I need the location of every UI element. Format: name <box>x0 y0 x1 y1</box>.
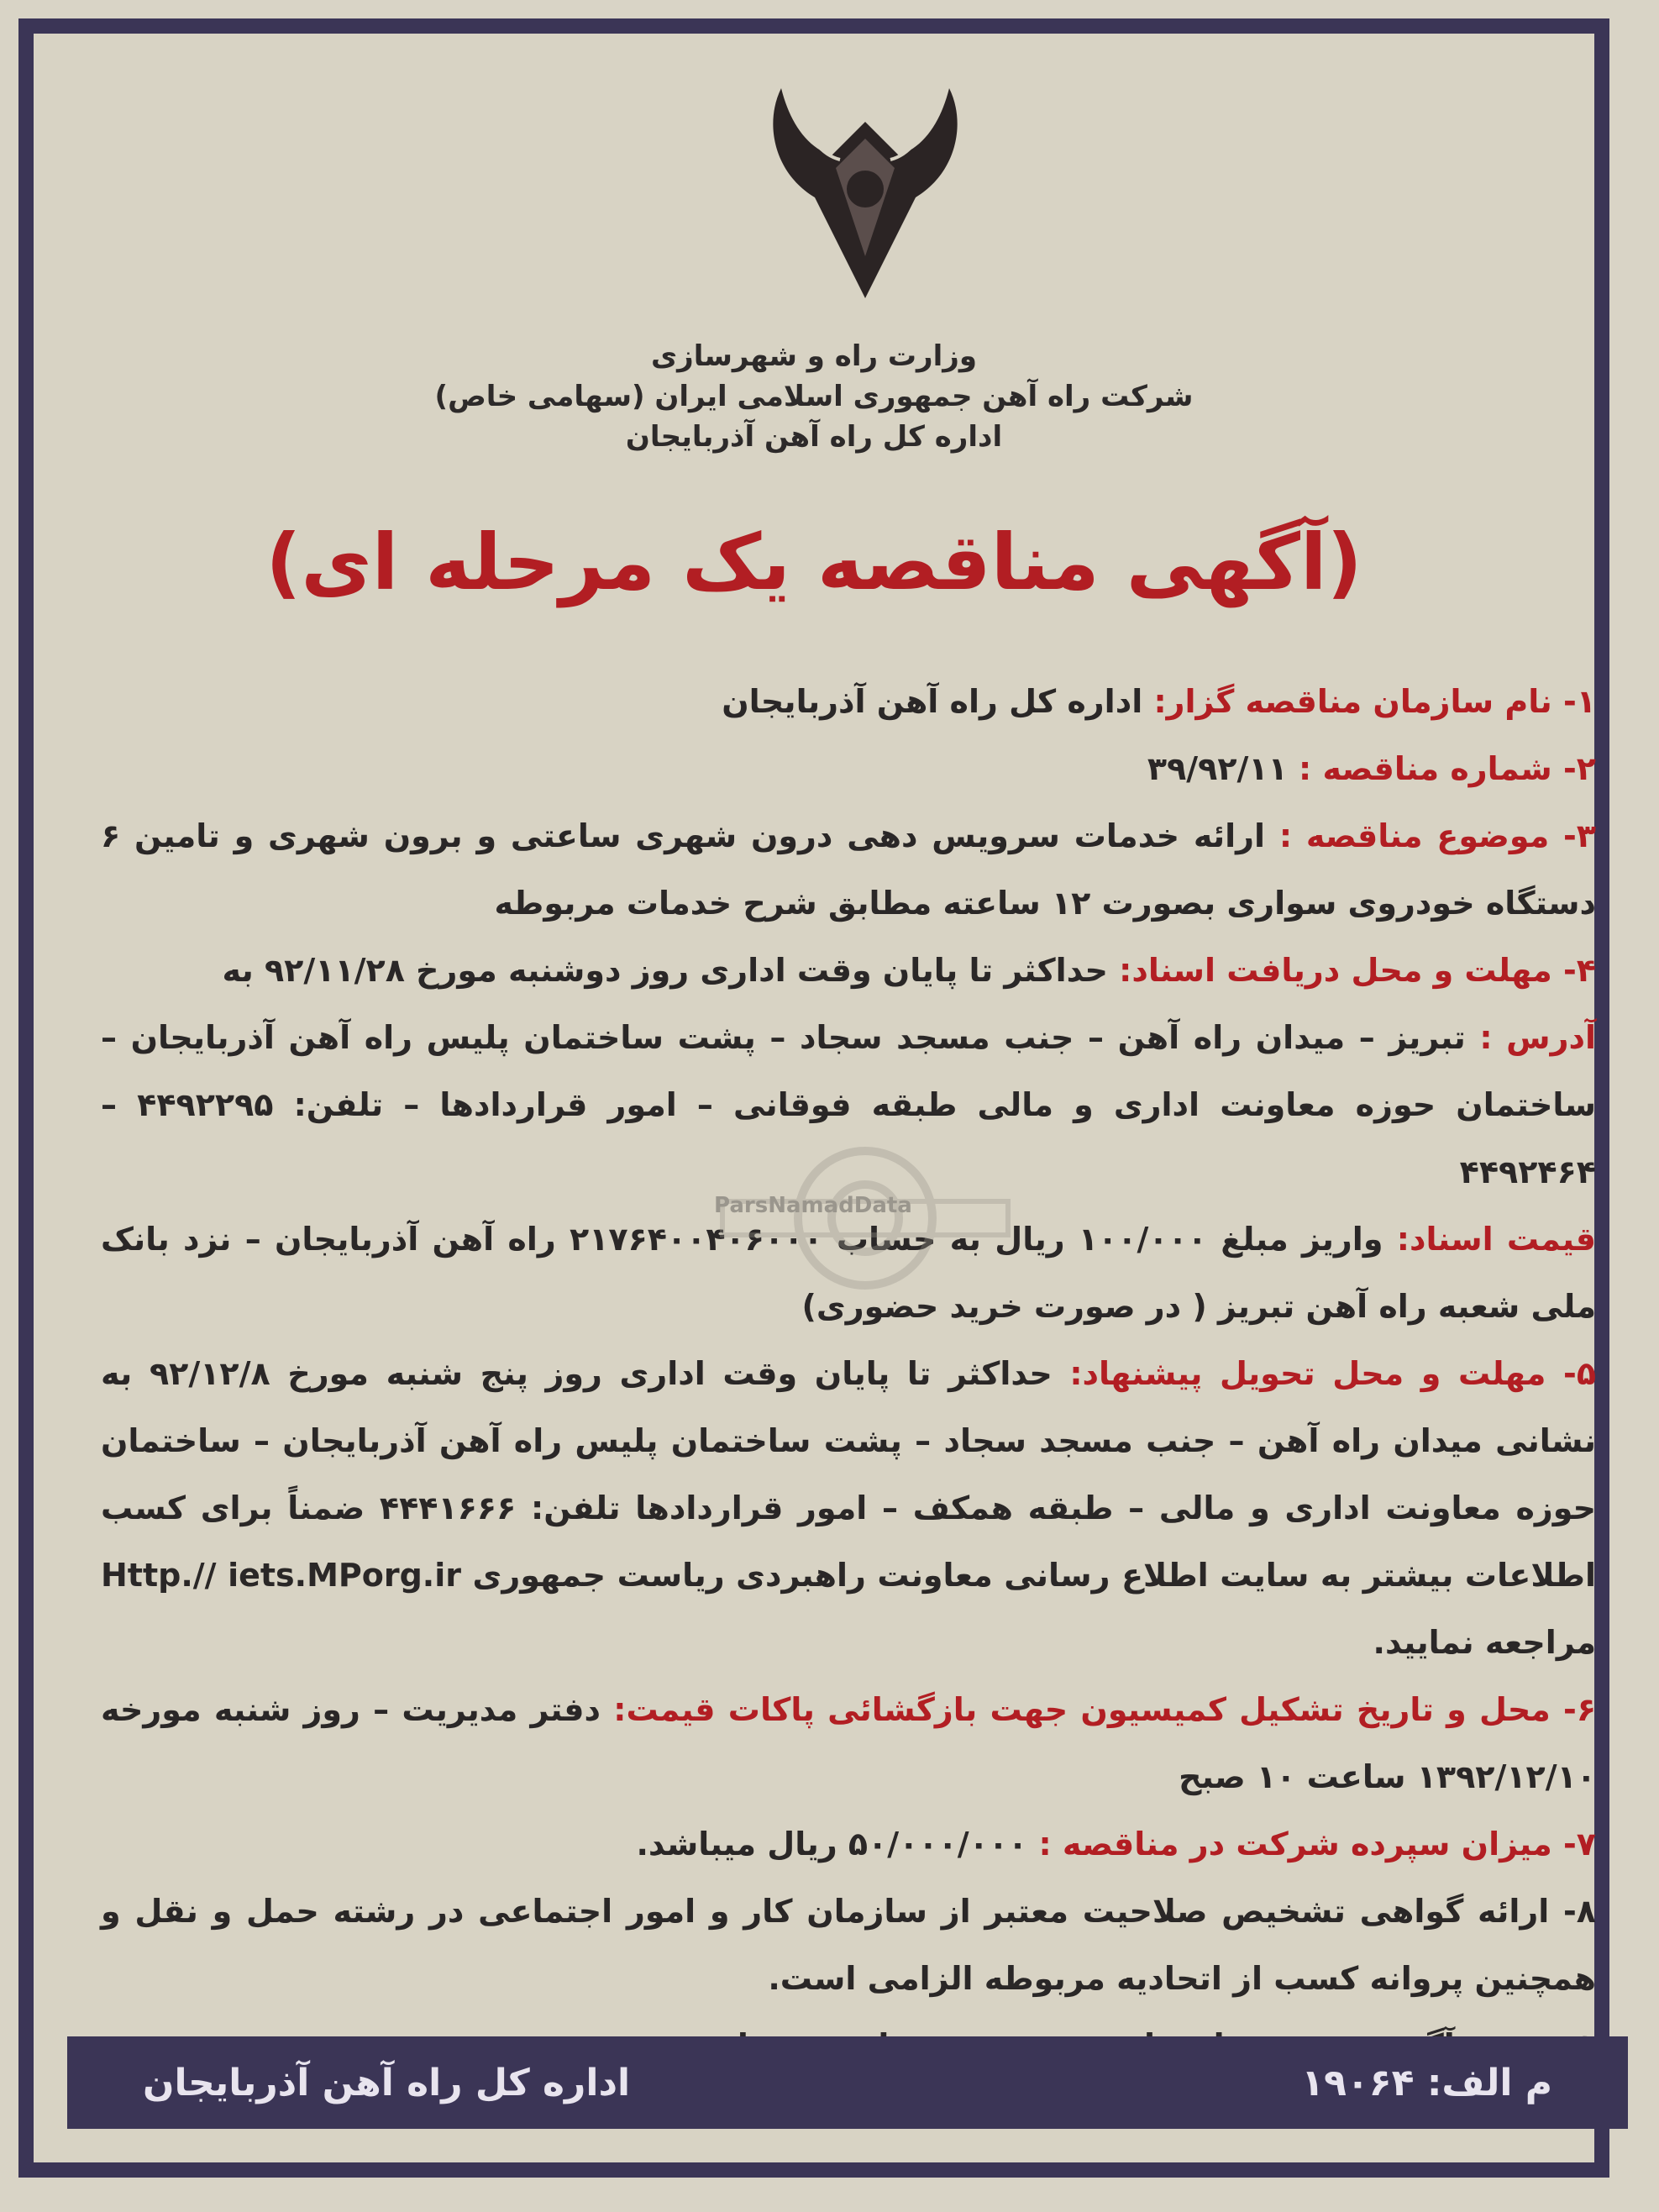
item-document-deadline <box>101 937 1596 1004</box>
watermark-logo-icon <box>706 1126 1025 1311</box>
item-label: آدرس : <box>1479 1019 1597 1056</box>
item-label: ۶- محل و تاریخ تشکیل کمیسیون جهت بازگشائی پاکات قیمت: <box>613 1691 1597 1728</box>
item-text: ۸- ارائه گواهی تشخیص صلاحیت معتبر از سازمان کار و امور اجتماعی در رشته حمل و نقل و همچنین پروانه کسب از اتحادیه مربوطه الزامی است. <box>101 1893 1596 1997</box>
item-text: حداکثر تا پایان وقت اداری روز دوشنبه مورخ ۹۲/۱۱/۲۸ به <box>222 952 1108 989</box>
item-text: ارائه خدمات سرویس دهی درون شهری ساعتی و برون شهری و تامین ۶ دستگاه خودروی سواری بصورت ۱۲ ساعته مطابق شرح خدمات مربوطه <box>101 817 1596 922</box>
item-text: تبریز – میدان راه آهن – جنب مسجد سجاد – پشت ساختمان پلیس راه آهن آذربایجان – ساختمان حوزه معاونت اداری و مالی طبقه فوقانی – امور قراردادها – تلفن: ۴۴۹۲۲۹۵ – ۴۴۹۲۴۶۴ <box>101 1019 1597 1190</box>
footer-organization: اداره کل راه آهن آذربایجان <box>143 2062 631 2104</box>
ad-frame <box>18 18 1609 2178</box>
item-proposal-deadline <box>101 1340 1596 1676</box>
item-text: اداره کل راه آهن آذربایجان <box>722 683 1143 720</box>
ad-header <box>34 336 1594 457</box>
item-label: قیمت اسناد: <box>1396 1221 1597 1258</box>
item-text: ۳۹/۹۲/۱۱ <box>1147 750 1288 787</box>
department-name: اداره کل راه آهن آذربایجان <box>625 420 1003 454</box>
item-subject <box>101 802 1596 937</box>
item-label: ۴- مهلت و محل دریافت اسناد: <box>1119 952 1596 989</box>
page-title: (آگهی مناقصه یک مرحله ای) <box>265 518 1362 607</box>
item-text: حداکثر تا پایان وقت اداری روز پنج شنبه مورخ ۹۲/۱۲/۸ به نشانی میدان راه آهن – جنب مسجد سجاد – پشت ساختمان پلیس راه آهن آذربایجان – ساختمان حوزه معاونت اداری و مالی – طبقه همکف – امور قراردادها تلفن: ۴۴۴۱۶۶۶ ضمناً برای کسب اطلاعات بیشتر به سایت اطلاع رسانی معاونت راهبردی ریاست جمهوری Http.// iets.MPorg.ir مراجعه نمایید. <box>101 1355 1597 1661</box>
item-text: دفتر مدیریت – روز شنبه مورخه ۱۳۹۲/۱۲/۱۰ ساعت ۱۰ صبح <box>101 1691 1596 1795</box>
tender-details <box>101 668 1596 2079</box>
watermark-text: ParsNamadData <box>714 1193 912 1218</box>
item-text: واریز مبلغ ۱۰۰/۰۰۰ ریال به حساب ۲۱۷۶۴۰۰۴۰۶۰۰۰ راه آهن آذربایجان – نزد بانک ملی شعبه راه آهن تبریز ( در صورت خرید حضوری) <box>101 1221 1596 1325</box>
item-organizer <box>101 668 1596 735</box>
company-name: شرکت راه آهن جمهوری اسلامی ایران (سهامی خاص) <box>434 380 1194 413</box>
item-tender-number <box>101 735 1596 802</box>
item-deposit <box>101 1810 1596 1878</box>
item-certificate <box>101 1878 1596 2012</box>
railway-emblem-icon <box>756 71 974 315</box>
item-label: ۵- مهلت و محل تحویل پیشنهاد: <box>1069 1355 1597 1392</box>
ad-code: م الف: ۱۹۰۶۴ <box>1301 2062 1552 2104</box>
ad-footer <box>67 2036 1628 2129</box>
item-commission <box>101 1676 1596 1810</box>
ministry-name: وزارت راه و شهرسازی <box>650 339 977 373</box>
item-label: ۷- میزان سپرده شرکت در مناقصه : <box>1038 1826 1596 1863</box>
item-label: ۲- شماره مناقصه : <box>1299 750 1596 787</box>
item-label: ۱- نام سازمان مناقصه گزار: <box>1153 683 1596 720</box>
item-label: ۳- موضوع مناقصه : <box>1278 817 1596 854</box>
item-text: ۵۰/۰۰۰/۰۰۰ ریال میباشد. <box>636 1826 1028 1863</box>
